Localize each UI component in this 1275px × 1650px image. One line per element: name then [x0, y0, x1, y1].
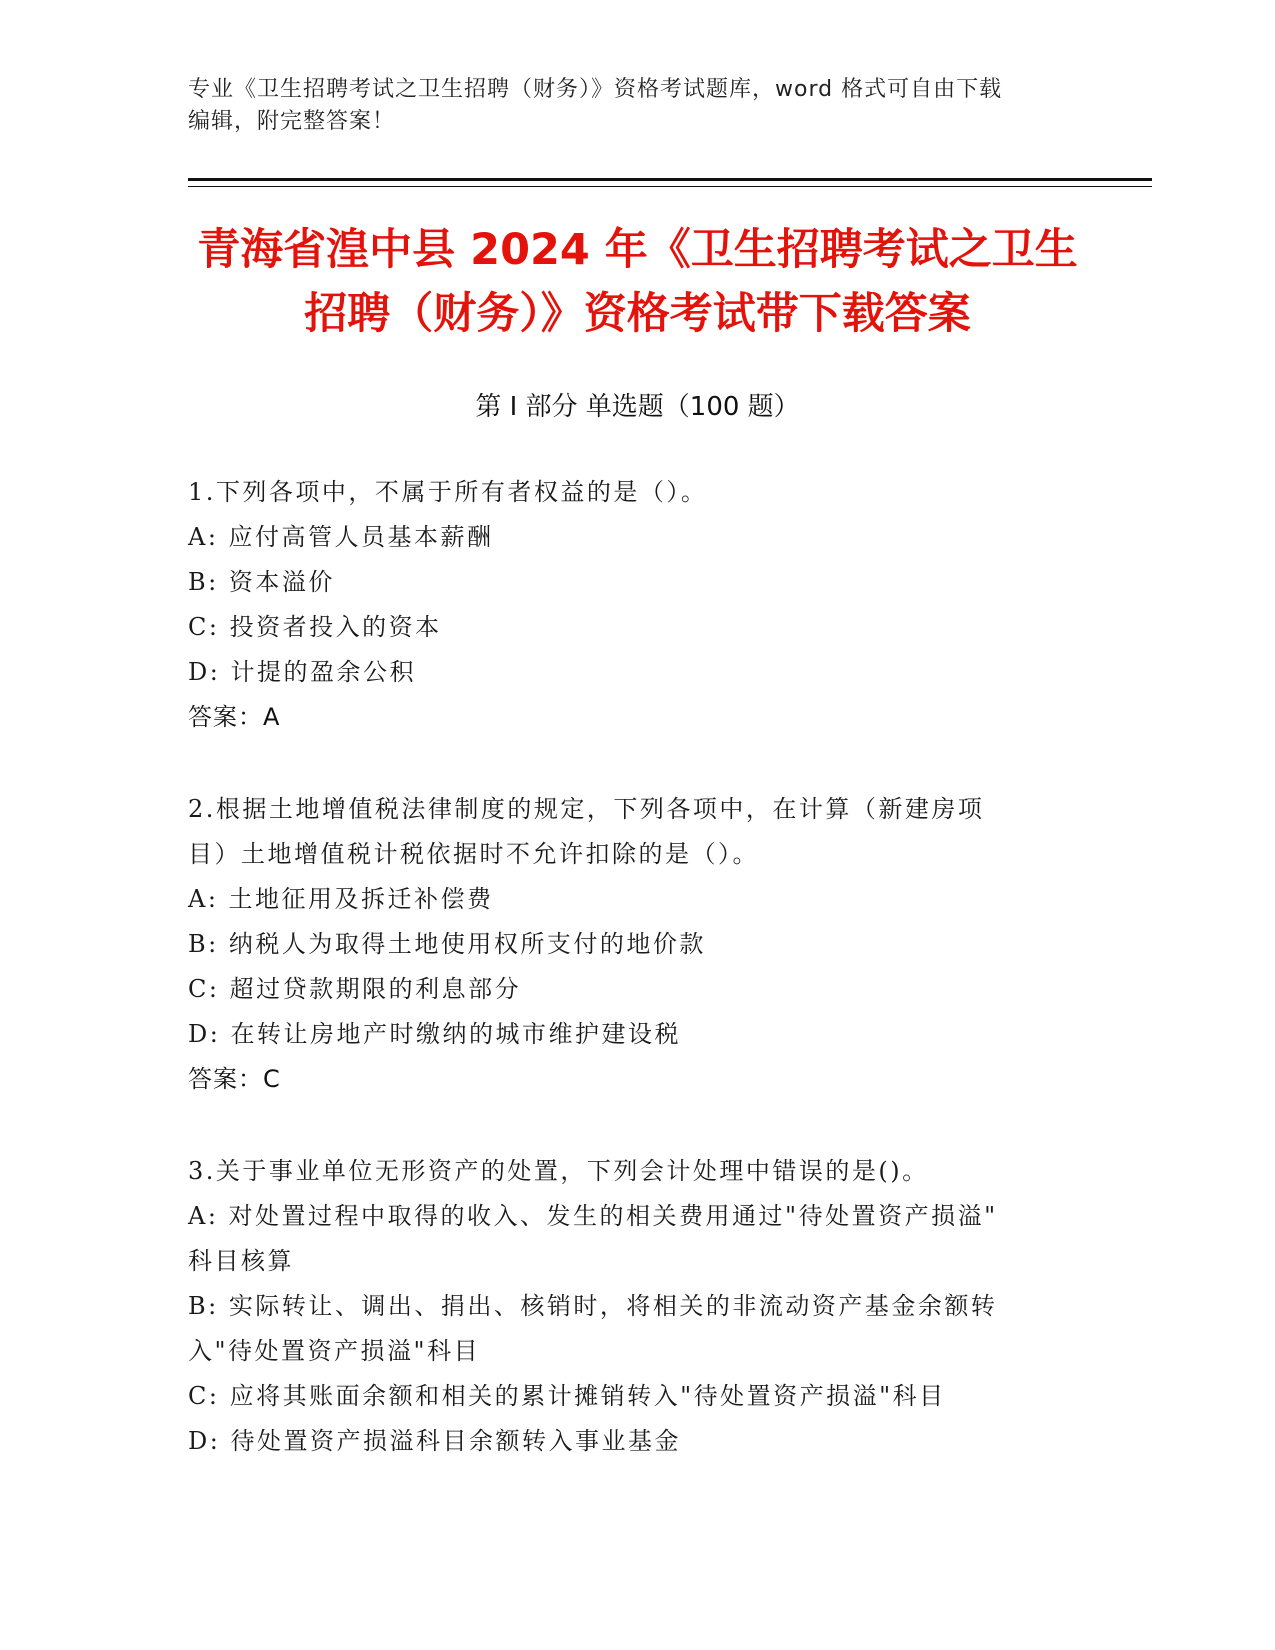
question-option: B: 资本溢价 [188, 568, 335, 596]
header-rule-thin [188, 186, 1152, 187]
question-option: C: 超过贷款期限的利息部分 [188, 975, 522, 1003]
header-note [188, 74, 1088, 138]
question-option: A: 土地征用及拆迁补偿费 [188, 885, 494, 913]
question-item [188, 787, 1088, 1102]
question-option: 科目核算 [188, 1247, 294, 1275]
question-option: A: 对处置过程中取得的收入、发生的相关费用通过"待处置资产损溢" [188, 1202, 998, 1230]
question-stem: 目）土地增值税计税依据时不允许扣除的是（）。 [188, 840, 759, 868]
question-option: 入"待处置资产损溢"科目 [188, 1337, 481, 1365]
question-option: C: 应将其账面余额和相关的累计摊销转入"待处置资产损溢"科目 [188, 1382, 946, 1410]
question-option: D: 计提的盈余公积 [188, 658, 416, 686]
header-note-line-1: 专业《卫生招聘考试之卫生招聘（财务）》资格考试题库，word 格式可自由下载 [188, 77, 1003, 102]
question-answer: 答案：C [188, 1065, 281, 1093]
title-line-2: 招聘（财务）》资格考试带下载答案 [304, 289, 971, 339]
section-heading: 第 I 部分 单选题（100 题） [475, 392, 800, 422]
header-rule-thick [188, 178, 1152, 181]
question-answer: 答案：A [188, 703, 281, 731]
question-option: C: 投资者投入的资本 [188, 613, 442, 641]
header-note-line-2: 编辑，附完整答案！ [188, 109, 396, 134]
question-list [188, 470, 1088, 1511]
title-line-1: 青海省湟中县 2024 年《卫生招聘考试之卫生 [197, 225, 1078, 275]
question-item [188, 470, 1088, 740]
question-option: D: 在转让房地产时缴纳的城市维护建设税 [188, 1020, 681, 1048]
question-item [188, 1149, 1088, 1464]
question-stem: 3.关于事业单位无形资产的处置，下列会计处理中错误的是()。 [188, 1157, 929, 1185]
question-stem: 1.下列各项中，不属于所有者权益的是（）。 [188, 478, 708, 506]
question-stem: 2.根据土地增值税法律制度的规定，下列各项中，在计算（新建房项 [188, 795, 985, 823]
document-title [150, 218, 1125, 346]
question-option: B: 纳税人为取得土地使用权所支付的地价款 [188, 930, 706, 958]
question-option: A: 应付高管人员基本薪酬 [188, 523, 494, 551]
question-option: B: 实际转让、调出、捐出、核销时，将相关的非流动资产基金余额转 [188, 1292, 998, 1320]
question-option: D: 待处置资产损溢科目余额转入事业基金 [188, 1427, 681, 1455]
